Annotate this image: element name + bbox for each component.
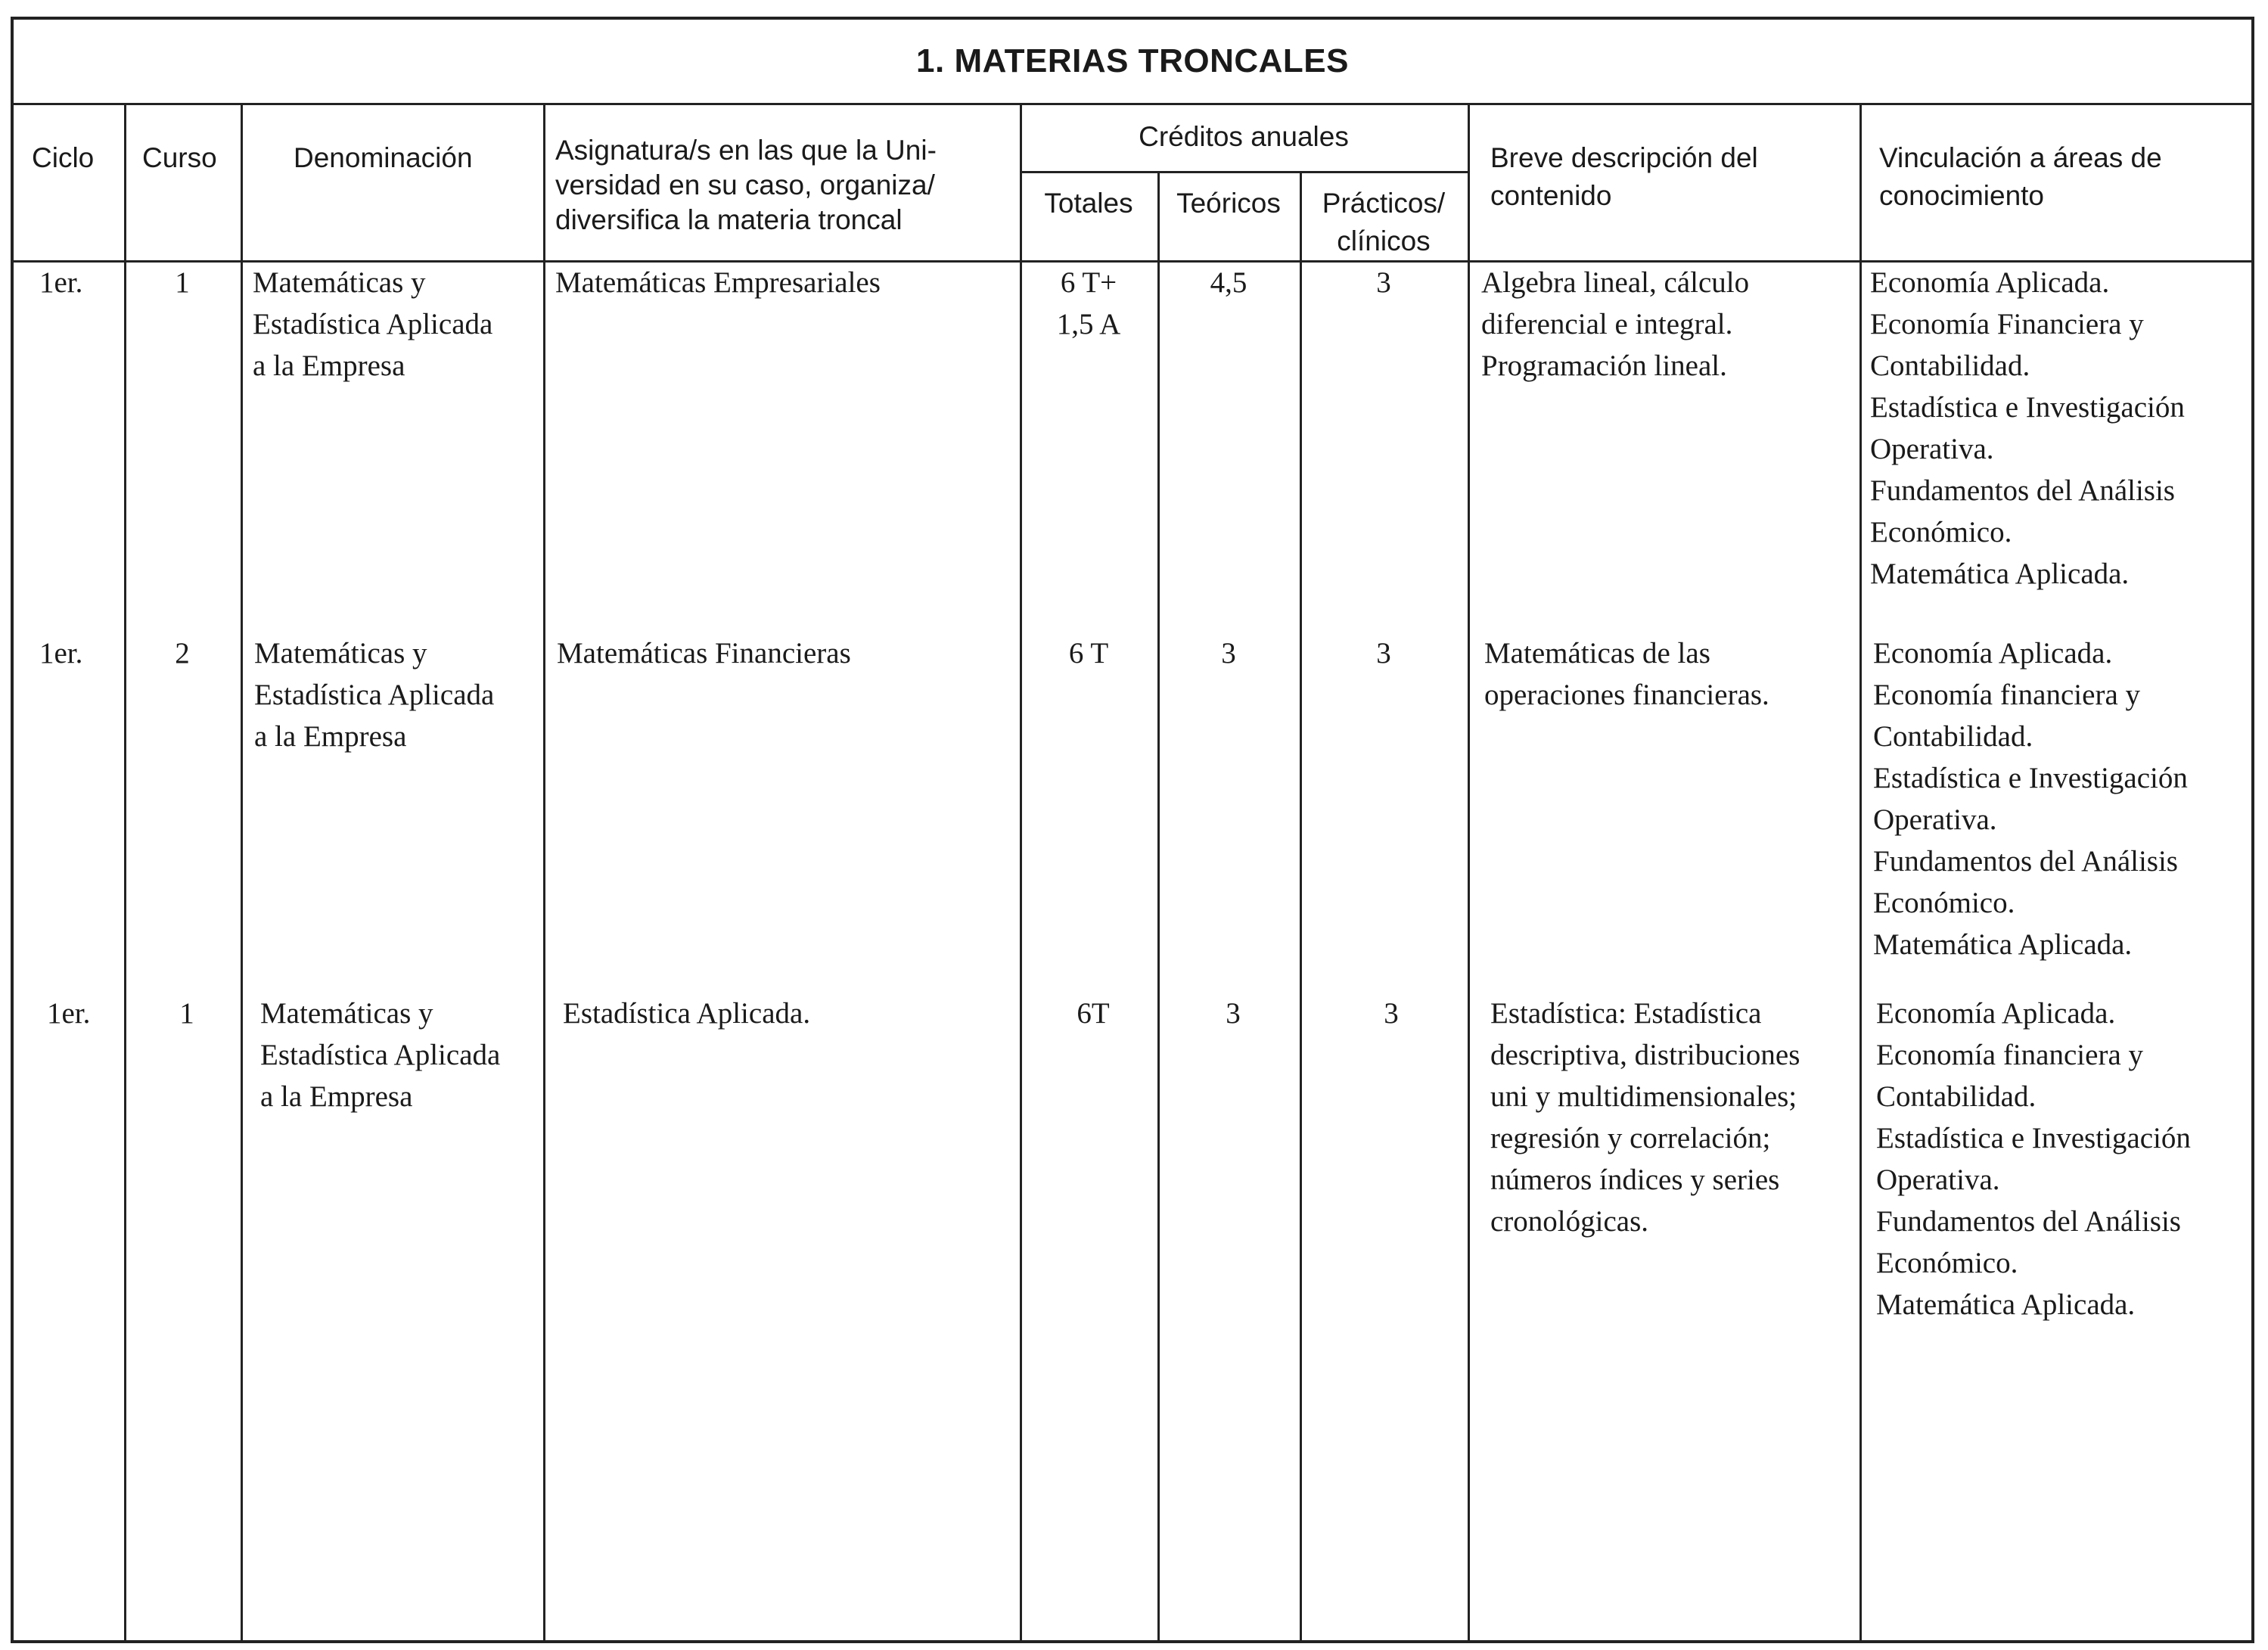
row2-vinculacion-line: Operativa. — [1873, 803, 1997, 836]
row3-vinculacion-line: Economía Aplicada. — [1876, 997, 2116, 1030]
document-table — [11, 17, 2254, 1643]
row1-vinculacion-line: Economía Financiera y — [1870, 308, 2144, 340]
creditos-divider — [1020, 171, 1468, 173]
row1-totales-line: 1,5 A — [1056, 308, 1121, 340]
header-descripcion-line: Breve descripción del — [1490, 142, 1758, 173]
row2-totales-line: 6 T — [1068, 637, 1109, 670]
col-line-1 — [124, 103, 126, 1643]
row3-denominacion-line: a la Empresa — [260, 1080, 413, 1113]
col-line-2 — [241, 103, 243, 1643]
row2-practicos: 3 — [1376, 637, 1391, 670]
header-totales: Totales — [1044, 188, 1133, 219]
row1-denominacion-line: Estadística Aplicada — [253, 308, 493, 340]
row1-vinculacion-line: Economía Aplicada. — [1870, 266, 2110, 299]
col-line-7 — [1468, 103, 1470, 1643]
row3-descripcion — [1490, 993, 1800, 1242]
row3-curso: 1 — [179, 997, 194, 1030]
col-line-6 — [1300, 171, 1302, 1643]
row2-vinculacion-line: Estadística e Investigación — [1873, 762, 2188, 794]
header-vinculacion — [1879, 139, 2162, 215]
row3-totales — [1024, 993, 1162, 1034]
row1-denominacion-line: Matemáticas y — [253, 266, 426, 299]
row1-teoricos: 4,5 — [1210, 266, 1247, 299]
row2-curso: 2 — [175, 637, 190, 670]
row2-ciclo: 1er. — [39, 637, 83, 670]
table-title: 1. MATERIAS TRONCALES — [14, 20, 2251, 105]
row2-asignatura: Matemáticas Financieras — [557, 637, 851, 670]
row1-descripcion — [1481, 262, 1749, 387]
row3-vinculacion-line: Operativa. — [1876, 1164, 2000, 1196]
row2-descripcion — [1484, 632, 1769, 716]
row1-denominacion-line: a la Empresa — [253, 350, 405, 382]
header-curso: Curso — [142, 142, 217, 173]
row2-totales — [1020, 632, 1157, 674]
header-ciclo: Ciclo — [32, 142, 95, 173]
row3-vinculacion — [1876, 993, 2191, 1325]
row3-totales-line: 6T — [1077, 997, 1110, 1030]
row1-practicos: 3 — [1376, 266, 1391, 299]
row2-vinculacion-line: Económico. — [1873, 887, 2015, 919]
header-descripcion-line: contenido — [1490, 180, 1612, 211]
row2-vinculacion-line: Fundamentos del Análisis — [1873, 845, 2178, 878]
row3-vinculacion-line: Matemática Aplicada. — [1876, 1288, 2136, 1321]
row3-descripcion-line: regresión y correlación; — [1490, 1122, 1771, 1154]
row2-vinculacion-line: Contabilidad. — [1873, 720, 2033, 753]
row3-vinculacion-line: Estadística e Investigación — [1876, 1122, 2191, 1154]
col-line-8 — [1859, 103, 1862, 1643]
row1-vinculacion-line: Matemática Aplicada. — [1870, 558, 2130, 590]
row1-descripcion-line: Algebra lineal, cálculo — [1481, 266, 1750, 299]
header-asignaturas — [555, 133, 937, 238]
row2-vinculacion-line: Economía financiera y — [1873, 679, 2140, 711]
row3-vinculacion-line: Contabilidad. — [1876, 1080, 2037, 1113]
row3-vinculacion-line: Fundamentos del Análisis — [1876, 1205, 2181, 1238]
row1-descripcion-line: diferencial e integral. — [1481, 308, 1733, 340]
header-vinculacion-line: conocimiento — [1879, 180, 2045, 211]
row1-denominacion — [253, 262, 492, 387]
row1-vinculacion-line: Estadística e Investigación — [1870, 391, 2185, 424]
row1-vinculacion — [1870, 262, 2185, 595]
row3-denominacion — [260, 993, 500, 1117]
row3-descripcion-line: números índices y series — [1490, 1164, 1780, 1196]
header-descripcion — [1490, 139, 1758, 215]
row3-descripcion-line: uni y multidimensionales; — [1490, 1080, 1797, 1113]
header-practicos-line: clínicos — [1337, 225, 1431, 256]
row1-descripcion-line: Programación lineal. — [1481, 350, 1727, 382]
row1-totales — [1020, 262, 1157, 345]
row3-vinculacion-line: Economía financiera y — [1876, 1039, 2143, 1071]
row2-denominacion-line: a la Empresa — [254, 720, 407, 753]
row3-descripcion-line: cronológicas. — [1490, 1205, 1649, 1238]
row1-ciclo: 1er. — [39, 266, 83, 299]
row3-vinculacion-line: Económico. — [1876, 1247, 2018, 1279]
col-line-5 — [1157, 171, 1160, 1643]
row1-curso: 1 — [175, 266, 190, 299]
row2-descripcion-line: Matemáticas de las — [1484, 637, 1710, 670]
row3-descripcion-line: Estadística: Estadística — [1490, 997, 1762, 1030]
header-asignaturas-line: diversifica la materia troncal — [555, 204, 903, 235]
row3-asignatura: Estadística Aplicada. — [563, 997, 811, 1030]
row3-denominacion-line: Estadística Aplicada — [260, 1039, 501, 1071]
header-creditos: Créditos anuales — [1139, 121, 1349, 152]
row1-vinculacion-line: Contabilidad. — [1870, 350, 2030, 382]
row1-vinculacion-line: Fundamentos del Análisis — [1870, 474, 2175, 507]
row2-vinculacion — [1873, 632, 2188, 965]
row3-teoricos: 3 — [1226, 997, 1241, 1030]
row3-ciclo: 1er. — [47, 997, 91, 1030]
row2-denominacion-line: Matemáticas y — [254, 637, 427, 670]
header-asignaturas-line: Asignatura/s en las que la Uni- — [555, 135, 937, 166]
row1-vinculacion-line: Operativa. — [1870, 433, 1994, 465]
row2-vinculacion-line: Matemática Aplicada. — [1873, 928, 2133, 961]
header-asignaturas-line: versidad en su caso, organiza/ — [555, 169, 935, 200]
col-line-3 — [543, 103, 545, 1643]
row2-denominacion-line: Estadística Aplicada — [254, 679, 495, 711]
row2-descripcion-line: operaciones financieras. — [1484, 679, 1769, 711]
header-practicos-line: Prácticos/ — [1322, 188, 1446, 219]
row1-asignatura: Matemáticas Empresariales — [555, 266, 881, 299]
row2-vinculacion-line: Economía Aplicada. — [1873, 637, 2113, 670]
row3-denominacion-line: Matemáticas y — [260, 997, 433, 1030]
row1-vinculacion-line: Económico. — [1870, 516, 2012, 548]
row1-totales-line: 6 T+ — [1060, 266, 1117, 299]
row2-denominacion — [254, 632, 494, 757]
header-practicos — [1300, 185, 1468, 260]
header-teoricos: Teóricos — [1176, 188, 1281, 219]
header-vinculacion-line: Vinculación a áreas de — [1879, 142, 2162, 173]
row3-practicos: 3 — [1384, 997, 1399, 1030]
row2-teoricos: 3 — [1221, 637, 1236, 670]
row3-descripcion-line: descriptiva, distribuciones — [1490, 1039, 1800, 1071]
header-denominacion: Denominación — [294, 142, 473, 173]
